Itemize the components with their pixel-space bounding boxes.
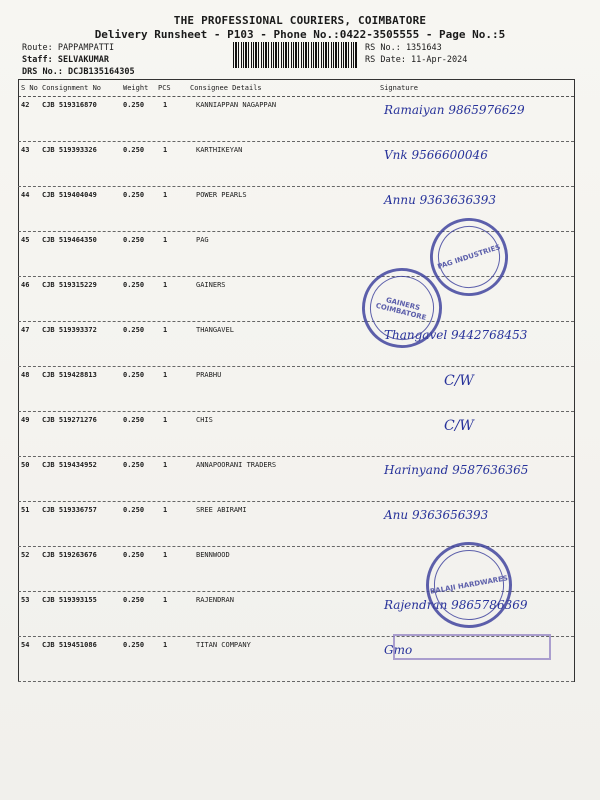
cell-consignee: PAG [196, 236, 209, 244]
cell-consignee: GAINERS [196, 281, 226, 289]
cell-sno: 45 [21, 236, 30, 244]
drs-label: DRS No.: DCJB135164305 [22, 67, 135, 77]
cell-weight: 0.250 [123, 641, 145, 649]
table-row [18, 457, 574, 502]
cell-consignment: CJB 519451086 [42, 641, 97, 649]
cell-weight: 0.250 [123, 416, 145, 424]
cell-pcs: 1 [163, 641, 168, 649]
cell-weight: 0.250 [123, 146, 145, 154]
cell-pcs: 1 [163, 191, 168, 199]
cell-signature: C/W [444, 373, 474, 389]
cell-weight: 0.250 [123, 551, 145, 559]
cell-consignee: KARTHIKEYAN [196, 146, 243, 154]
cell-consignee: TITAN COMPANY [196, 641, 251, 649]
table-row [18, 97, 574, 142]
cell-consignment: CJB 519263676 [42, 551, 97, 559]
rs-info [365, 42, 467, 66]
pag-seal-text: PAG INDUSTRIES [436, 243, 502, 271]
route-info [22, 42, 135, 78]
cell-consignment: CJB 519336757 [42, 506, 97, 514]
rs-number: RS No.: 1351643 [365, 43, 442, 53]
header-top-rule [18, 79, 574, 80]
barcode [233, 42, 357, 68]
cell-pcs: 1 [163, 236, 168, 244]
cell-weight: 0.250 [123, 596, 145, 604]
cell-sno: 52 [21, 551, 30, 559]
cell-consignment: CJB 519316870 [42, 101, 97, 109]
cell-signature: Vnk 9566600046 [384, 148, 488, 162]
balaji-seal-text: BALAJI HARDWARES [429, 574, 509, 596]
cell-consignee: BENNWOOD [196, 551, 230, 559]
cell-weight: 0.250 [123, 506, 145, 514]
cell-sno: 47 [21, 326, 30, 334]
cell-consignment: CJB 519428813 [42, 371, 97, 379]
cell-weight: 0.250 [123, 101, 145, 109]
cell-signature: Anu 9363656393 [384, 508, 489, 522]
cell-consignee: RAJENDRAN [196, 596, 234, 604]
cell-sno: 49 [21, 416, 30, 424]
cell-weight: 0.250 [123, 326, 145, 334]
cell-pcs: 1 [163, 506, 168, 514]
cell-consignee: POWER PEARLS [196, 191, 247, 199]
table-row [18, 367, 574, 412]
cell-sno: 42 [21, 101, 30, 109]
cell-signature: Thangavel 9442768453 [384, 328, 528, 342]
cell-consignee: SREE ABIRAMI [196, 506, 247, 514]
table-row [18, 502, 574, 547]
cell-consignee: KANNIAPPAN NAGAPPAN [196, 101, 277, 109]
cell-consignment: CJB 519434952 [42, 461, 97, 469]
cell-weight: 0.250 [123, 236, 145, 244]
cell-pcs: 1 [163, 416, 168, 424]
table-row [18, 142, 574, 187]
cell-consignment: CJB 519271276 [42, 416, 97, 424]
col-header-consignment: Consignment No [42, 84, 102, 92]
cell-sno: 53 [21, 596, 30, 604]
cell-weight: 0.250 [123, 461, 145, 469]
cell-sno: 50 [21, 461, 30, 469]
cell-sno: 54 [21, 641, 30, 649]
row-divider [18, 681, 574, 682]
cell-weight: 0.250 [123, 371, 145, 379]
cell-weight: 0.250 [123, 191, 145, 199]
cell-sno: 48 [21, 371, 30, 379]
col-header-sno: S No [21, 84, 38, 92]
cell-sno: 44 [21, 191, 30, 199]
staff-label: Staff: SELVAKUMAR [22, 55, 109, 65]
cell-signature: C/W [444, 418, 474, 434]
col-header-consignee: Consignee Details [190, 84, 262, 92]
cell-signature: Ramaiyan 9865976629 [384, 103, 525, 117]
cell-consignment: CJB 519404049 [42, 191, 97, 199]
cell-pcs: 1 [163, 101, 168, 109]
cell-consignee: ANNAPOORANI TRADERS [196, 461, 277, 469]
cell-signature: Rajendran 9865786369 [384, 598, 528, 612]
cell-pcs: 1 [163, 146, 168, 154]
cell-signature: Gmo [384, 643, 413, 657]
runsheet-subtitle: Delivery Runsheet - P103 - Phone No.:0422-3505555 - Page No.:5 [94, 28, 506, 41]
company-rect-stamp [393, 634, 551, 660]
col-header-pcs: PCS [158, 84, 171, 92]
rs-date: RS Date: 11-Apr-2024 [365, 55, 468, 65]
cell-consignee: CHIS [196, 416, 213, 424]
route-label: Route: PAPPAMPATTI [22, 43, 115, 53]
cell-sno: 46 [21, 281, 30, 289]
col-header-signature: Signature [380, 84, 418, 92]
cell-pcs: 1 [163, 461, 168, 469]
table-row [18, 322, 574, 367]
cell-sno: 51 [21, 506, 30, 514]
cell-signature: Annu 9363636393 [384, 193, 497, 207]
col-header-weight: Weight [123, 84, 149, 92]
cell-pcs: 1 [163, 371, 168, 379]
table-row [18, 412, 574, 457]
cell-pcs: 1 [163, 281, 168, 289]
cell-sno: 43 [21, 146, 30, 154]
cell-signature: Harinyand 9587636365 [384, 463, 529, 477]
cell-consignment: CJB 519393155 [42, 596, 97, 604]
cell-pcs: 1 [163, 326, 168, 334]
cell-consignment: CJB 519393326 [42, 146, 97, 154]
gainers-seal-text: GAINERS COIMBATORE [374, 296, 428, 323]
company-title: THE PROFESSIONAL COURIERS, COIMBATORE [173, 14, 427, 27]
cell-pcs: 1 [163, 596, 168, 604]
cell-weight: 0.250 [123, 281, 145, 289]
cell-consignee: THANGAVEL [196, 326, 234, 334]
cell-consignment: CJB 519315229 [42, 281, 97, 289]
cell-consignee: PRABHU [196, 371, 222, 379]
cell-consignment: CJB 519393372 [42, 326, 97, 334]
cell-consignment: CJB 519464350 [42, 236, 97, 244]
cell-pcs: 1 [163, 551, 168, 559]
